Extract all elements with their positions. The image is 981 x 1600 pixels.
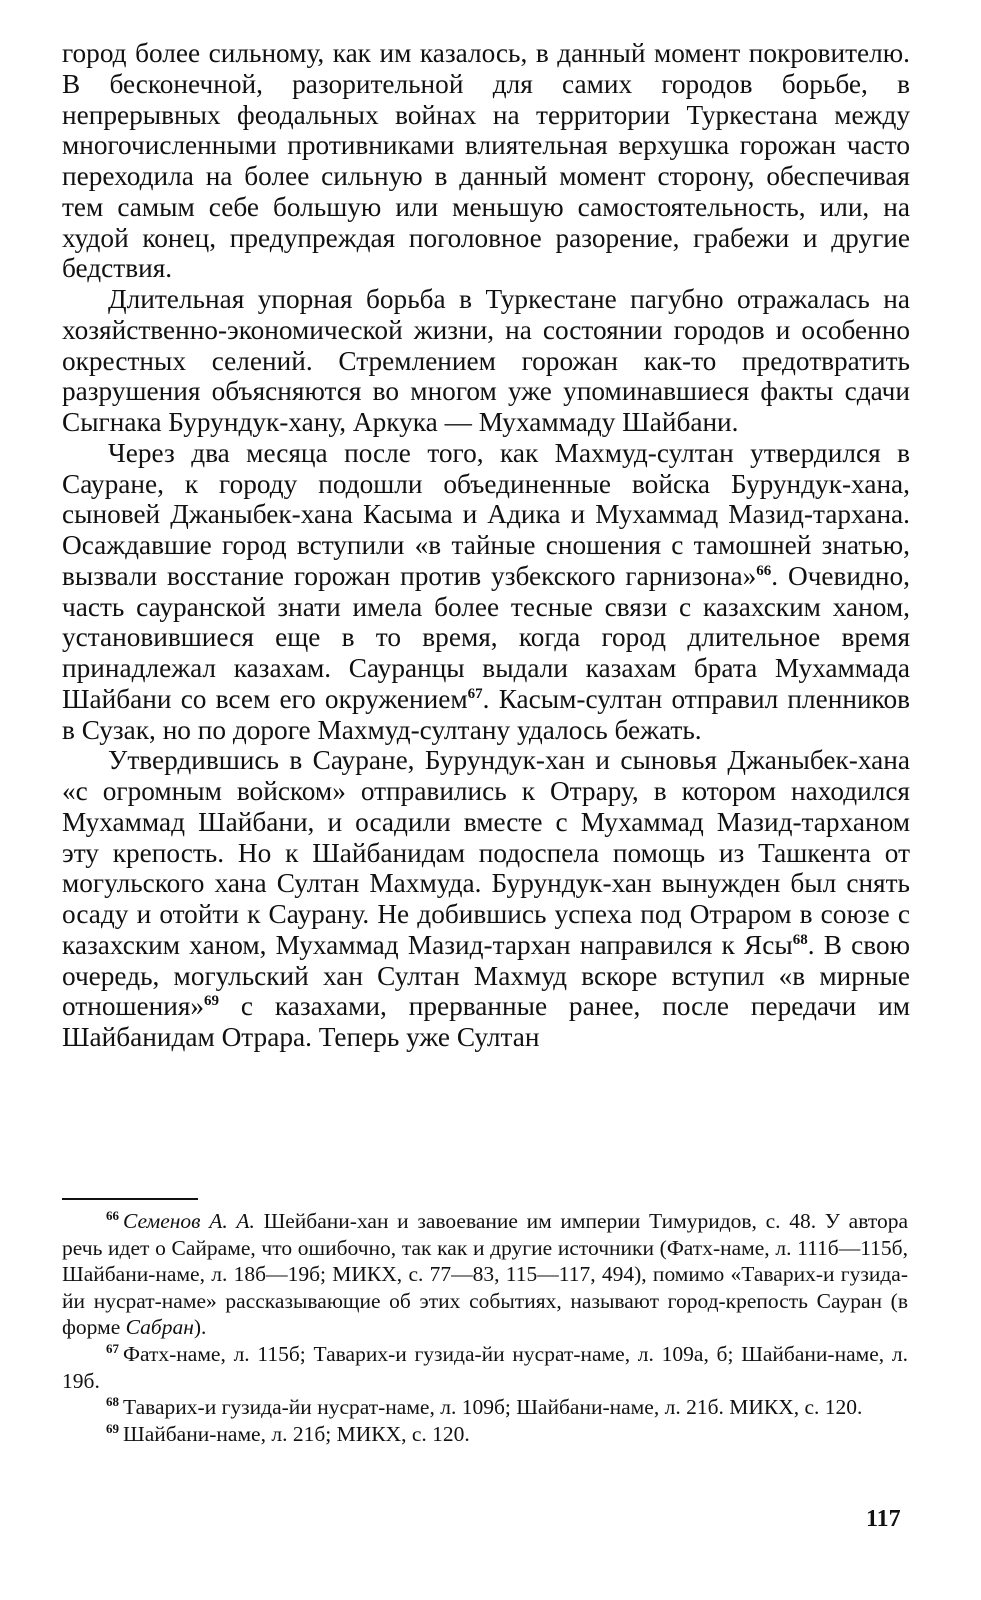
paragraph-3 bbox=[62, 438, 910, 746]
footnote-ref-68: 68 bbox=[792, 931, 808, 948]
footnote-68 bbox=[62, 1394, 908, 1421]
footnote-67 bbox=[62, 1341, 908, 1394]
footnote-author: Семенов А. А. bbox=[123, 1209, 255, 1233]
footnote-divider bbox=[62, 1198, 198, 1200]
footnote-number: 66 bbox=[106, 1207, 119, 1223]
paragraph-4-part-2: . В свою очередь, могульский хан Султан Махмуд вскоре вступил «в мирные отношения» bbox=[62, 929, 910, 1022]
footnote-italic-term: Сабран bbox=[125, 1315, 194, 1340]
footnote-number: 67 bbox=[106, 1340, 119, 1356]
main-text bbox=[62, 38, 910, 1053]
paragraph-3-part-2: . Очевидно, часть сауранской знати имела более тесные связи с казахским ханом, установившиеся еще в то время, когда город длительное время принадлежал казахам. Сауранцы выдали казахам брата Мухаммада Шайбани со всем его окружением bbox=[62, 560, 911, 714]
footnote-text: Таварих-и гузида-йи нусрат-наме, л. 109б; Шайбани-наме, л. 21б. МИКХ, с. 120. bbox=[123, 1395, 863, 1420]
footnote-66 bbox=[62, 1208, 908, 1341]
paragraph-4-part-3: с казахами, прерванные ранее, после передачи им Шайбанидам Отрара. Теперь уже Султан bbox=[62, 991, 910, 1052]
footnote-text: Шейбани-хан и завоевание им империи Тимуридов, с. 48. У автора речь идет о Сайраме, что ошибочно, так как и другие источники (Фатх-наме, л. 111б—115б, Шайбани-наме, л. 18б—19б; МИКХ, с. 77—83, 115—117, 494), помимо «Таварих-и гузида-йи нусрат-наме» рассказывающие об этих событиях, называют город-крепость Сауран (в форме bbox=[62, 1209, 908, 1340]
footnote-text: Шайбани-наме, л. 21б; МИКХ, с. 120. bbox=[123, 1421, 470, 1446]
page-number: 117 bbox=[866, 1506, 901, 1532]
paragraph-4-part-1: Утвердившись в Сауране, Бурундук-хан и сыновья Джаныбек-хана «с огромным войском» отправились к Отрару, в котором находился Мухаммад Шайбани, и осадили вместе с Мухаммад Мазид-тарханом эту крепость. Но к Шайбанидам подоспела помощь из Ташкента от могульского хана Султан Махмуда. Бурундук-хан вынужден был снять осаду и отойти к Саурану. Не добившись успеха под Отраром в союзе с казахским ханом, Мухаммад Мазид-тархан направился к Ясы bbox=[62, 745, 910, 960]
footnote-number: 69 bbox=[106, 1420, 119, 1436]
footnote-ref-66: 66 bbox=[756, 562, 772, 579]
footnote-69 bbox=[62, 1421, 908, 1448]
footnotes bbox=[62, 1208, 908, 1447]
footnote-number: 68 bbox=[106, 1394, 119, 1409]
paragraph-2: Длительная упорная борьба в Туркестане пагубно отражалась на хозяйственно-экономической жизни, на состоянии городов и особенно окрестных селений. Стремлением горожан как-то предотвратить разрушения объясняются во многом уже упоминавшиеся факты сдачи Сыгнака Бурундук-хану, Аркука — Мухаммаду Шайбани. bbox=[62, 284, 910, 437]
footnote-ref-67: 67 bbox=[467, 685, 483, 702]
footnote-text: Фатх-наме, л. 115б; Таварих-и гузида-йи нусрат-наме, л. 109а, б; Шайбани-наме, л. 19б. bbox=[62, 1341, 908, 1393]
paragraph-4 bbox=[62, 745, 910, 1053]
paragraph-3-part-1: Через два месяца после того, как Махмуд-султан утвердился в Сауране, к городу подошли объединенные войска Бурундук-хана, сыновей Джаныбек-хана Касыма и Адика и Мухаммад Мазид-тархана. Осаждавшие город вступили «в тайные сношения с тамошней знатью, вызвали восстание горожан против узбекского гарнизона» bbox=[62, 437, 910, 591]
paragraph-3-part-3: . Касым-султан отправил пленников в Сузак, но по дороге Махмуд-султану удалось бежать. bbox=[62, 683, 910, 745]
footnote-ref-69: 69 bbox=[204, 993, 220, 1010]
footnote-tail: ). bbox=[193, 1315, 207, 1340]
paragraph-1: город более сильному, как им казалось, в данный момент покровителю. В бесконечной, разорительной для самих городов борьбе, в непрерывных феодальных войнах на территории Туркестана между многочисленными противниками влиятельная верхушка горожан часто переходила на более сильную в данный момент сторону, обеспечивая тем самым себе большую или меньшую самостоятельность, или, на худой конец, предупреждая поголовное разорение, грабежи и другие бедствия. bbox=[62, 38, 910, 284]
